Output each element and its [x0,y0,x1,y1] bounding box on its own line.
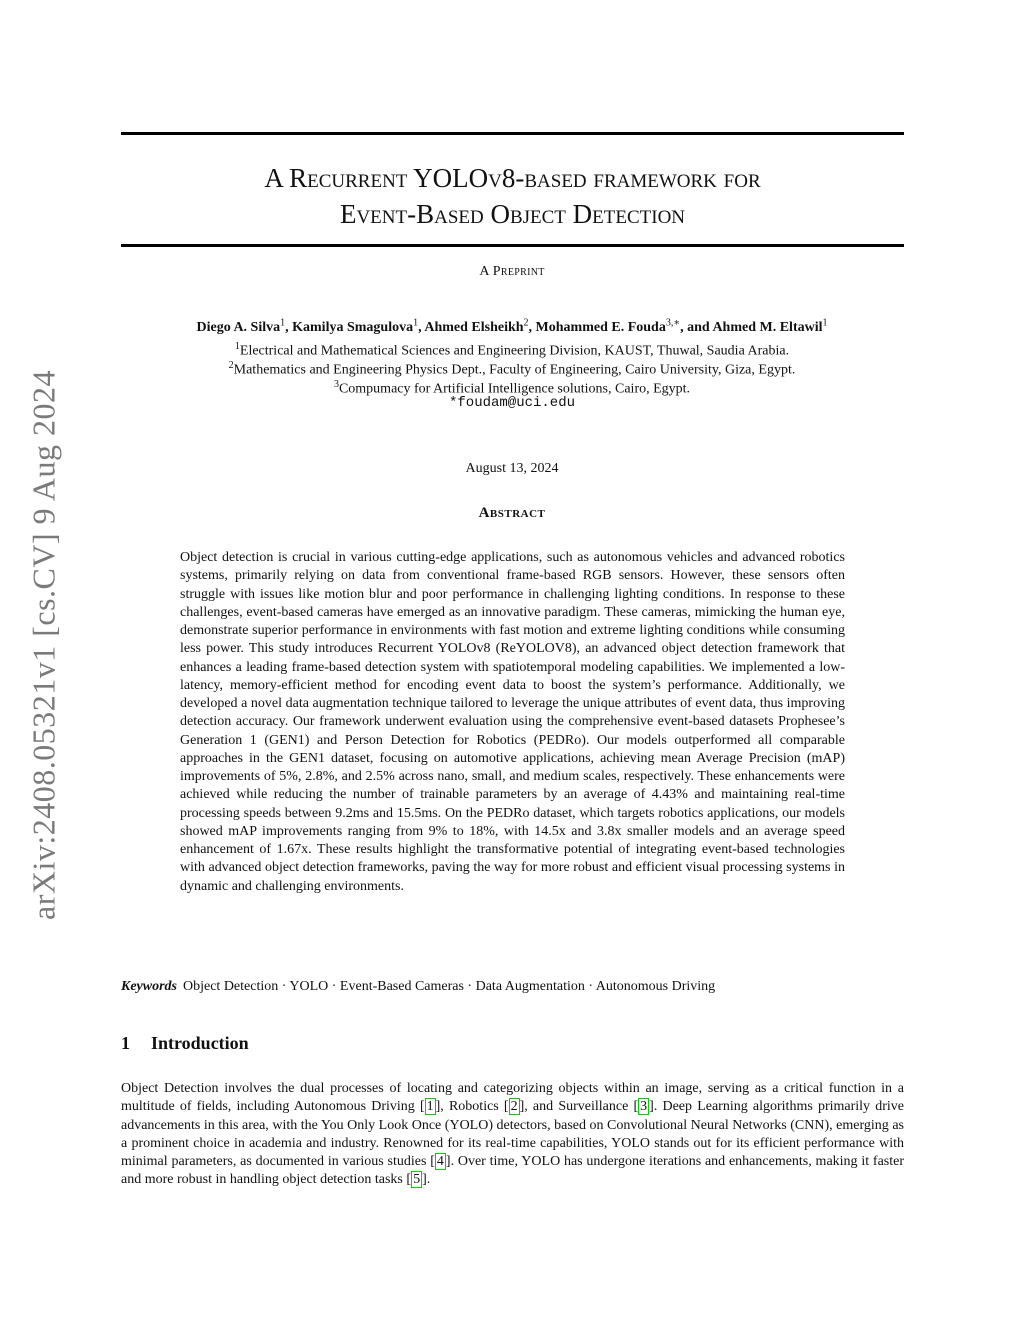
affiliation-text: Electrical and Mathematical Sciences and Engineering Division, KAUST, Thuwal, Saudia Arabia. [239,343,790,359]
author-affiliation-mark: 1 [822,317,828,328]
title-line-1: A Recurrent YOLOv8-based framework for [264,163,761,193]
affiliation-text: Compumacy for Artificial Intelligence solutions, Cairo, Egypt. [338,381,691,397]
intro-text: . Over time, YOLO has undergone iterations and enhancements, making it faster and more robust in handling object detection tasks [121,1154,905,1188]
title-top-rule [121,132,904,135]
author-affiliation-mark: 1 [280,317,286,328]
author-separator: , [285,319,293,335]
title-line-2: Event-Based Object Detection [339,199,686,229]
author [424,317,536,335]
citation-link[interactable]: 4 [436,1154,444,1169]
keywords-list: Object Detection · YOLO · Event-Based Cameras · Data Augmentation · Autonomous Driving [183,979,716,994]
title-bottom-rule [121,244,904,247]
affiliation-text: Mathematics and Engineering Physics Dept., Faculty of Engineering, Cairo University, Giza, Egypt. [233,362,796,378]
author-affiliation-mark: 1 [413,317,419,328]
arxiv-identifier: arXiv:2408.05321v1 [cs.CV] 9 Aug 2024 [25,369,62,921]
author-affiliation-mark: 2 [523,317,529,328]
affiliation-mark: 2 [228,360,234,371]
author [535,317,713,335]
intro-text: Object Detection involves the dual processes of locating and categorizing objects within an image, serving as a critical function in a multitude of fields, including Autonomous Driving [121,1081,904,1115]
author-name: Ahmed M. Eltawil [712,319,823,335]
section-title: Introduction [151,1033,249,1053]
affiliation-mark: 1 [234,341,240,352]
keywords-label: Keywords [121,979,177,994]
author-name: Diego A. Silva [196,319,281,335]
intro-text: . [426,1172,431,1188]
intro-text: , and Surveillance [524,1099,634,1115]
author-name: Mohammed E. Fouda [535,319,666,335]
author [292,317,425,335]
author-separator: , [528,319,536,335]
citation-link[interactable]: 5 [413,1172,421,1188]
intro-text: . Deep Learning algorithms primarily drive advancements in this area, with the You Only Look Once (YOLO) detectors, based on Convolutional Neural Networks (CNN), emerging as a prominent choice in academia and industry. Renowned for its real-time capabilities, YOLO stands out for its efficient performance with minimal parameters, as documented in various studies [121,1099,904,1169]
author-separator: , [418,319,425,335]
paper-title [121,160,904,232]
author-name: Ahmed Elsheikh [424,319,524,335]
section-number: 1 [121,1033,130,1053]
abstract-body: Object detection is crucial in various cutting-edge applications, such as autonomous vehicles and advanced robotics systems, primarily relying on data from conventional frame-based RGB sensors. However, these sensors often struggle with issues like motion blur and poor performance in challenging lighting conditions. In response to these challenges, event-based cameras have emerged as an innovative paradigm. These cameras, mimicking the human eye, demonstrate superior performance in environments with fast motion and extreme lighting conditions while consuming less power. This study introduces Recurrent YOLOv8 (ReYOLOV8), an advanced object detection framework that enhances a leading frame-based detection system with spatiotemporal modeling capabilities. We implemented a low-latency, memory-efficient method for encoding event data to boost the system’s performance. Additionally, we developed a novel data augmentation technique tailored to leverage the unique attributes of event data, thus improving detection accuracy. Our framework underwent evaluation using the comprehensive event-based datasets Prophesee’s Generation 1 (GEN1) and Person Detection for Robotics (PEDRo). Our models outperformed all comparable approaches in the GEN1 dataset, focusing on automotive applications, achieving mean Average Precision (mAP) improvements of 5%, 2.8%, and 2.5% across nano, small, and medium scales, respectively. These enhancements were achieved while reducing the number of trainable parameters by an average of 4.43% and maintaining real-time processing speeds between 9.2ms and 15.5ms. On the PEDRo dataset, which targets robotics applications, our models showed mAP improvements ranging from 9% to 18%, with 14.5x and 3.8x smaller models and an average speed enhancement of 1.67x. These results highlight the transformative potential of integrating event-based technologies with advanced object detection frameworks, paving the way for more robust and efficient visual processing systems in dynamic and challenging environments. [180,550,845,894]
citation-link[interactable]: 1 [426,1099,434,1115]
abstract-heading: Abstract [478,505,546,521]
affiliation-mark: 3 [333,379,339,390]
section-heading [121,1033,249,1054]
publication-date: August 13, 2024 [465,461,559,476]
citation-link[interactable]: 2 [510,1099,518,1115]
citation-link[interactable]: 3 [640,1099,648,1115]
author-name: Kamilya Smagulova [292,319,414,335]
author [712,317,828,335]
author-affiliation-mark: 3,∗ [665,317,681,328]
author [196,317,293,335]
author-list [100,317,924,336]
intro-text: , Robotics [440,1099,504,1115]
author-separator: , and [680,319,713,335]
corresponding-email: *foudam@uci.edu [448,395,576,411]
introduction-paragraph: Object Detection involves the dual processes of locating and categorizing objects within an image, serving as a critical function in a multitude of fields, including Autonomous Driving [ 1 ], Robotics [ 2 ], and Surveillance [ 3 ]. Deep Learning algorithms primarily drive advancements in this area, with the You Only Look Once (YOLO) detectors, based on Convolutional Neural Networks (CNN), emerging as a prominent choice in academia and industry. Renowned for its real-time capabilities, YOLO stands out for its efficient performance with minimal parameters, as documented in various studies [ 4 ]. Over time, YOLO has undergone iterations and enhancements, making it faster and more robust in handling object detection tasks [ 5 ]. [121,1081,905,1188]
keywords-line [121,979,904,995]
preprint-label: A Preprint [479,264,545,279]
